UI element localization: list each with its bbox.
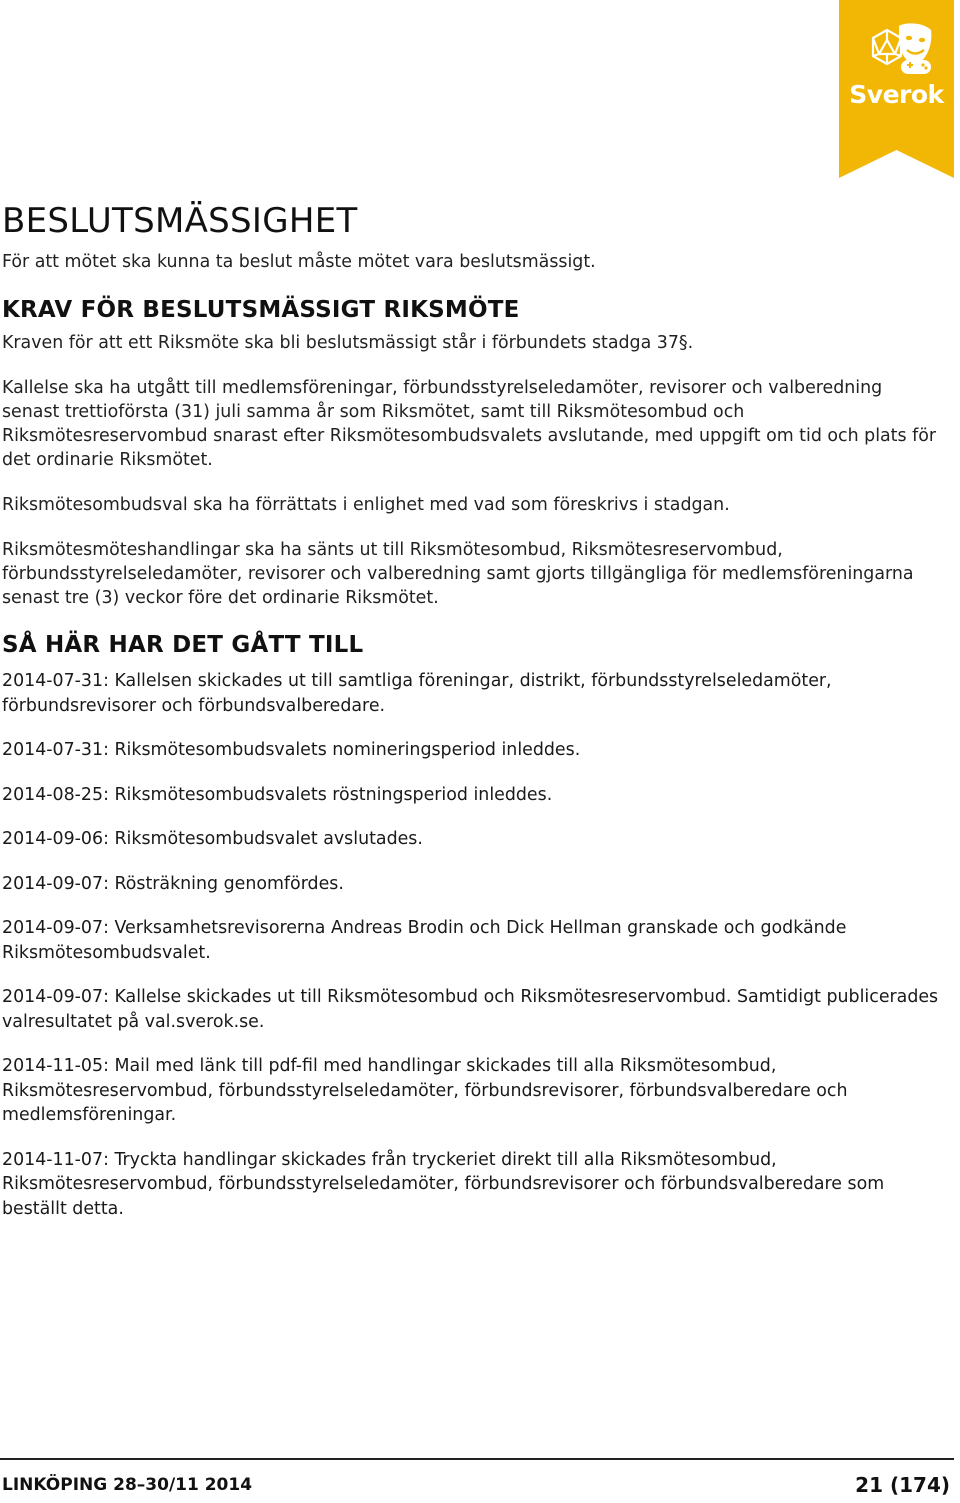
- requirements-paragraph: Kraven för att ett Riksmöte ska bli beslutsmässigt står i förbundets stadga 37§.: [2, 333, 694, 353]
- timeline-entry: 2014-11-05: Mail med länk till pdf-fil med handlingar skickades till alla Riksmötesombud, Riksmötesreservombud, förbundsstyrelseledamöter, förbundsrevisorer, förbundsvalberedare och medlemsföreningar.: [2, 1056, 848, 1125]
- requirements-paragraph: Riksmötesmöteshandlingar ska ha sänts ut till Riksmötesombud, Riksmötesreservombud, förbundsstyrelseledamöter, revisorer och valberedning samt gjorts tillgängliga för medlemsföreningarna senast tre (3) veckor före det ordinarie Riksmötet.: [2, 540, 914, 608]
- timeline-entry: 2014-07-31: Riksmötesombudsvalets nomineringsperiod inleddes.: [2, 740, 581, 760]
- timeline-entry: 2014-09-07: Rösträkning genomfördes.: [2, 873, 344, 894]
- logo-wordmark: Sverok: [849, 80, 944, 109]
- timeline-entry: 2014-09-07: Verksamhetsrevisorerna Andreas Brodin och Dick Hellman granskade och godkände Riksmötesombudsvalet.: [2, 918, 847, 963]
- sverok-logo: [839, 0, 954, 178]
- footer-event: LINKÖPING 28–30/11 2014: [2, 1475, 253, 1495]
- timeline-entry: 2014-11-07: Tryckta handlingar skickades från tryckeriet direkt till alla Riksmötesombud, Riksmötesreservombud, förbundsstyrelseledamöter, förbundsrevisorer och förbundsvalberedare som beställt detta.: [2, 1149, 885, 1219]
- requirements-paragraph: Riksmötesombudsval ska ha förrättats i enlighet med vad som föreskrivs i stadgan.: [2, 495, 730, 515]
- timeline-entry: 2014-08-25: Riksmötesombudsvalets röstningsperiod inleddes.: [2, 784, 553, 805]
- timeline-entry: 2014-07-31: Kallelsen skickades ut till samtliga föreningar, distrikt, förbundsstyrelseledamöter, förbundsrevisorer och förbundsvalberedare.: [2, 671, 832, 716]
- gamepad-icon: [901, 60, 931, 74]
- section-title-timeline: SÅ HÄR HAR DET GÅTT TILL: [2, 632, 364, 658]
- requirements-paragraph: Kallelse ska ha utgått till medlemsföreningar, förbundsstyrelseledamöter, revisorer och valberedning senast trettioförsta (31) juli samma år som Riksmötet, samt till Riksmötesombud och Riksmötesreservombud snarast efter Riksmötesombudsvalets avslutande, med uppgift om tid och plats för det ordinarie Riksmötet.: [2, 378, 936, 470]
- footer-divider: [0, 1458, 954, 1460]
- timeline-entry: 2014-09-07: Kallelse skickades ut till Riksmötesombud och Riksmötesreservombud. Samtidigt publicerades valresultatet på val.sverok.se.: [2, 987, 939, 1032]
- intro-text: För att mötet ska kunna ta beslut måste mötet vara beslutsmässigt.: [2, 252, 596, 272]
- page-content: [2, 198, 942, 1221]
- page-title: BESLUTSMÄSSIGHET: [2, 201, 358, 241]
- section-title-requirements: KRAV FÖR BESLUTSMÄSSIGT RIKSMÖTE: [2, 297, 520, 323]
- timeline-entry: 2014-09-06: Riksmötesombudsvalet avslutades.: [2, 829, 423, 849]
- page-number: 21 (174): [855, 1473, 950, 1497]
